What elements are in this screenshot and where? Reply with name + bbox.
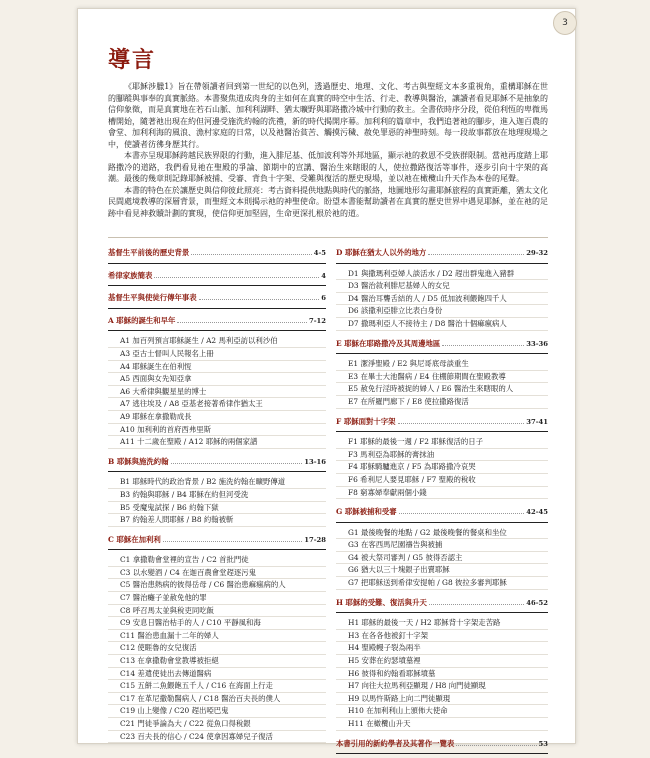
toc-section-title: E 耶穌在耶路撒冷及其周邊地區 — [336, 338, 441, 348]
toc-subitem[interactable]: B1 耶穌時代的政治背景 / B2 施洗約翰在曠野傳道 — [108, 476, 326, 489]
toc-subitem[interactable]: D1 與撒瑪利亞婦人談活水 / D2 趕出群鬼進入豬群 — [336, 268, 548, 281]
toc-subitem[interactable]: C12 使睚魯的女兒復活 — [108, 642, 326, 655]
toc-section-title: B 耶穌與施洗約翰 — [108, 456, 169, 466]
toc-subitem[interactable]: E7 在所羅門廊下 / E8 使拉撒路復活 — [336, 396, 548, 409]
toc-subitem[interactable]: F8 窮寡婦奉獻兩個小錢 — [336, 487, 548, 500]
toc-subitem[interactable]: G1 最後晚餐的地點 / G2 最後晚餐的餐桌和坐位 — [336, 527, 548, 540]
toc-section[interactable] — [336, 595, 548, 614]
toc-page-number: 4-5 — [313, 249, 326, 257]
toc-subitem[interactable]: D4 醫治耳聾舌結的人 / D5 低加波利餵飽四千人 — [336, 293, 548, 306]
toc-section[interactable] — [336, 414, 548, 433]
toc-section-title: D 耶穌在猶太人以外的地方 — [336, 248, 427, 257]
toc-section-title: C 耶穌在加利利 — [108, 534, 161, 544]
toc-subitem[interactable]: G4 被大祭司審判 / G5 彼得否認主 — [336, 552, 548, 565]
toc-subitem-list — [336, 617, 548, 730]
toc-subitem[interactable]: B7 約翰差人問耶穌 / B8 約翰被斬 — [108, 514, 326, 527]
toc-leader-dots — [191, 248, 311, 255]
toc-subitem[interactable]: G3 在客西馬尼園禱告與被捕 — [336, 539, 548, 552]
toc-page-number: 4 — [321, 271, 326, 280]
toc-section-title: F 耶穌面對十字架 — [336, 416, 396, 426]
intro-paragraph: 《耶穌涉臘1》旨在帶領讀者回到第一世紀的以色列，透過歷史、地理、文化、考古與聖經文本多重視角，重構耶穌在世的腳蹤與事奉的真實脈絡。本書聚焦道成肉身的主如何在真實的時空中生活、行走、教導與醫治，讓讀者看見耶穌不是抽象的信仰象徵，而是真實地在若石山脈、加利利湖畔、猶太曠野與耶路撒冷城中行動的救主。全書依時序分段，從伯利恆的卑微馬槽開始，隨著祂出現在約但河邊受施洗約翰的洗禮，新的時代揭開序幕。加利利的篇章中，我們追著祂的腳步，進入迦百農的會堂、加利利海的風浪、漁村家庭的日常，以及祂醫治貧苦、觸摸污穢、赦免罪惡的神聖時刻。每一段故事都放在地理現場之中，使讀者彷彿身歷其行。 — [108, 82, 548, 149]
book-page — [77, 8, 576, 748]
toc-leader-dots — [199, 293, 320, 300]
toc-section[interactable] — [108, 268, 326, 287]
toc-subitem[interactable]: A4 耶穌誕生在伯利恆 — [108, 361, 326, 374]
toc-subitem-list — [336, 527, 548, 590]
toc-subitem[interactable]: A3 亞古士督叫人民報名上冊 — [108, 348, 326, 361]
toc-page-number: 33-36 — [526, 339, 548, 348]
toc-subitem[interactable]: B5 受魔鬼試探 / B6 約翰下獄 — [108, 502, 326, 515]
toc-section-title: A 耶穌的誕生和早年 — [108, 315, 176, 325]
toc-subitem-list — [336, 268, 548, 331]
toc-page-number: 17-28 — [304, 535, 326, 544]
toc-page-number: 6 — [321, 294, 326, 303]
toc-subitem[interactable]: H7 向往大拉馬利亞顯現 / H8 向門徒顯現 — [336, 680, 548, 693]
toc-subitem[interactable]: F6 希利尼人要見耶穌 / F7 聖殿的稅收 — [336, 474, 548, 487]
toc-subitem[interactable]: C1 拿撒勒會堂裡的宣告 / C2 首批門徒 — [108, 554, 326, 567]
toc-subitem[interactable]: E1 潔淨聖殿 / E2 與尼哥底母談重生 — [336, 358, 548, 371]
toc-page-number: 46-52 — [526, 598, 548, 607]
intro-paragraph: 本書亦呈現耶穌跨越民族界限的行動，進入腓尼基、低加波利等外邦地區，顯示祂的救恩不受族群限制。當祂再度踏上耶路撒冷的道路，我們看見祂在聖殿的爭論、節期中的宣講、醫治生來瞎眼的人，使拉撒路復活等事件，逐步引向十字架的高潮。最後的幾章則記錄耶穌被捕、受審、背負十字架、受難與復活的歷史現場，並以祂在橄欖山升天作為本卷的尾聲。 — [108, 151, 548, 183]
toc-leader-dots — [442, 339, 524, 346]
toc-section[interactable] — [108, 290, 326, 309]
toc-subitem[interactable]: H4 聖殿幔子裂為兩半 — [336, 642, 548, 655]
toc-page-number: 29-32 — [526, 249, 548, 257]
toc-subitem[interactable]: H1 耶穌的最後一天 / H2 耶穌背十字架走苦路 — [336, 617, 548, 630]
toc-subitem[interactable]: A11 十二歲在聖殿 / A12 耶穌的兩個家譜 — [108, 436, 326, 449]
toc-leader-dots — [154, 271, 319, 278]
toc-subitem[interactable]: C13 在拿撒勒會堂教導被拒絕 — [108, 655, 326, 668]
toc-subitem[interactable]: F3 馬利亞為耶穌的膏抹油 — [336, 449, 548, 462]
toc-leader-dots — [428, 248, 524, 255]
toc-subitem[interactable]: D3 醫治敘利腓尼基婦人的女兒 — [336, 280, 548, 293]
toc-subitem-list — [108, 554, 326, 743]
toc-subitem[interactable]: H5 安葬在約瑟墳墓裡 — [336, 655, 548, 668]
toc-subitem[interactable]: C23 百夫長的信心 / C24 使拿因寡婦兒子復活 — [108, 731, 326, 744]
toc-page-number: 53 — [538, 739, 548, 748]
toc-section-title: G 耶穌被捕和受審 — [336, 507, 397, 517]
toc-subitem[interactable]: A6 大希律與觀星星的博士 — [108, 386, 326, 399]
toc-subitem-list — [108, 476, 326, 526]
toc-leader-dots — [456, 739, 536, 746]
toc-subitem[interactable]: C14 差遣使徒出去傳道醫病 — [108, 668, 326, 681]
toc-subitem[interactable]: F4 耶穌騎驢進京 / F5 為耶路撒冷哀哭 — [336, 461, 548, 474]
toc-subitem[interactable]: C15 五餅二魚餵飽五千人 / C16 在海面上行走 — [108, 680, 326, 693]
toc-subitem[interactable]: C3 以水變酒 / C4 在迦百農會堂趕逐污鬼 — [108, 567, 326, 580]
toc-subitem[interactable]: H6 彼得和約翰看耶穌墳墓 — [336, 668, 548, 681]
toc-page-number: 7-12 — [308, 316, 326, 325]
toc-leader-dots — [429, 598, 524, 605]
section-divider — [108, 237, 548, 238]
page-title: 導言 — [108, 47, 157, 73]
intro-paragraph: 本書的特色在於讓歷史與信仰彼此照亮：考古資料提供地點與時代的脈絡，地圖地形勾畫耶穌旅程的真實距離，猶太文化民間處境教導的深層背景，而聖經文本則揭示祂的神聖使命。盼望本書能幫助讀者在真實的歷史世界中遇見耶穌，並在祂的足跡中看見神救贖計劃的實現，使信仰更加堅固，生命更深扎根於祂的道。 — [108, 185, 548, 218]
toc-section[interactable] — [108, 313, 326, 332]
toc-subitem[interactable]: F1 耶穌的最後一週 / F2 耶穌復活的日子 — [336, 436, 548, 449]
toc-subitem-list — [336, 358, 548, 408]
toc-page-number: 42-45 — [526, 508, 548, 517]
toc-subitem[interactable]: A5 西面與女先知亞拿 — [108, 373, 326, 386]
toc-section-title: 基督生平與使徒行傳年事表 — [108, 293, 197, 303]
toc-leader-dots — [163, 535, 302, 542]
toc-subitem[interactable]: C11 醫治患血漏十二年的婦人 — [108, 630, 326, 643]
toc-subitem[interactable]: C19 山上變像 / C20 趕出啞巴鬼 — [108, 705, 326, 718]
toc-section[interactable] — [336, 504, 548, 523]
toc-subitem[interactable]: H3 在各各他被釘十字架 — [336, 630, 548, 643]
toc-subitem[interactable]: A9 耶穌在拿撒勒成長 — [108, 411, 326, 424]
toc-subitem[interactable]: B3 約翰與耶穌 / B4 耶穌在約但河受洗 — [108, 489, 326, 502]
toc-section[interactable] — [336, 336, 548, 355]
toc-section-title: H 耶穌的受難、復活與升天 — [336, 597, 427, 607]
toc-subitem[interactable]: D6 該撒利亞腓立比表白身份 — [336, 305, 548, 318]
toc-subitem[interactable]: A7 逃往埃及 / A8 亞基老接著希律作猶太王 — [108, 398, 326, 411]
toc-section[interactable] — [108, 245, 326, 264]
toc-leader-dots — [177, 316, 307, 323]
toc-subitem[interactable]: D7 撒瑪利亞人不接待主 / D8 醫治十個痲瘋病人 — [336, 318, 548, 331]
toc-subitem[interactable]: H10 在加利利山上頒佈大使命 — [336, 705, 548, 718]
toc-subitem[interactable]: C21 門徒爭論為大 / C22 從魚口得稅銀 — [108, 718, 326, 731]
toc-subitem[interactable]: E3 在畢士大池醫病 / E4 住棚節期間在聖殿教導 — [336, 371, 548, 384]
toc-left-column — [108, 245, 326, 748]
toc-subitem[interactable]: A1 加百列預言耶穌誕生 / A2 馬利亞訪以利沙伯 — [108, 335, 326, 348]
toc-leader-dots — [171, 457, 303, 464]
toc-subitem[interactable]: A10 加利利的首府西弗里斯 — [108, 424, 326, 437]
toc-subitem[interactable]: H11 在橄欖山升天 — [336, 718, 548, 731]
page-number-badge: 3 — [553, 11, 577, 35]
toc-section-title: 基督生平前後的歷史背景 — [108, 248, 190, 257]
toc-subitem[interactable]: C9 安息日醫治枯手的人 / C10 平靜風和海 — [108, 617, 326, 630]
toc-subitem[interactable]: G7 把耶穌送到希律安提帕 / G8 彼拉多審判耶穌 — [336, 577, 548, 590]
toc-subitem[interactable]: E5 赦免行淫時被捉的婦人 / E6 醫治生來瞎眼的人 — [336, 383, 548, 396]
toc-subitem[interactable]: C17 在革尼撒勒醫病人 / C18 醫治百夫長的僕人 — [108, 693, 326, 706]
toc-section[interactable] — [336, 245, 548, 264]
toc-subitem-list — [336, 436, 548, 499]
toc-subitem[interactable]: C7 醫治癱子並赦免他的罪 — [108, 592, 326, 605]
toc-leader-dots — [399, 507, 525, 514]
toc-section[interactable] — [108, 454, 326, 473]
toc-section[interactable] — [336, 736, 548, 755]
toc-leader-dots — [398, 417, 525, 424]
toc-page-number: 13-16 — [304, 457, 326, 466]
toc-section-title: 希律家族簡表 — [108, 270, 153, 280]
toc-subitem[interactable]: C8 呼召馬太並與稅吏同吃飯 — [108, 605, 326, 618]
toc-subitem-list — [108, 335, 326, 448]
toc-subitem[interactable]: C5 醫治患熱病的彼得岳母 / C6 醫治患痲瘋病的人 — [108, 579, 326, 592]
intro-text — [108, 81, 548, 219]
toc-subitem[interactable]: G6 猶大以三十塊銀子出賣耶穌 — [336, 564, 548, 577]
toc-subitem[interactable]: H9 以馬忤斯路上向二門徒顯現 — [336, 693, 548, 706]
toc-page-number: 37-41 — [526, 417, 548, 426]
toc-right-column — [336, 245, 548, 758]
toc-section-title: 本書引用的新約學者及其著作一覽表 — [336, 738, 455, 748]
toc-section[interactable] — [108, 532, 326, 551]
